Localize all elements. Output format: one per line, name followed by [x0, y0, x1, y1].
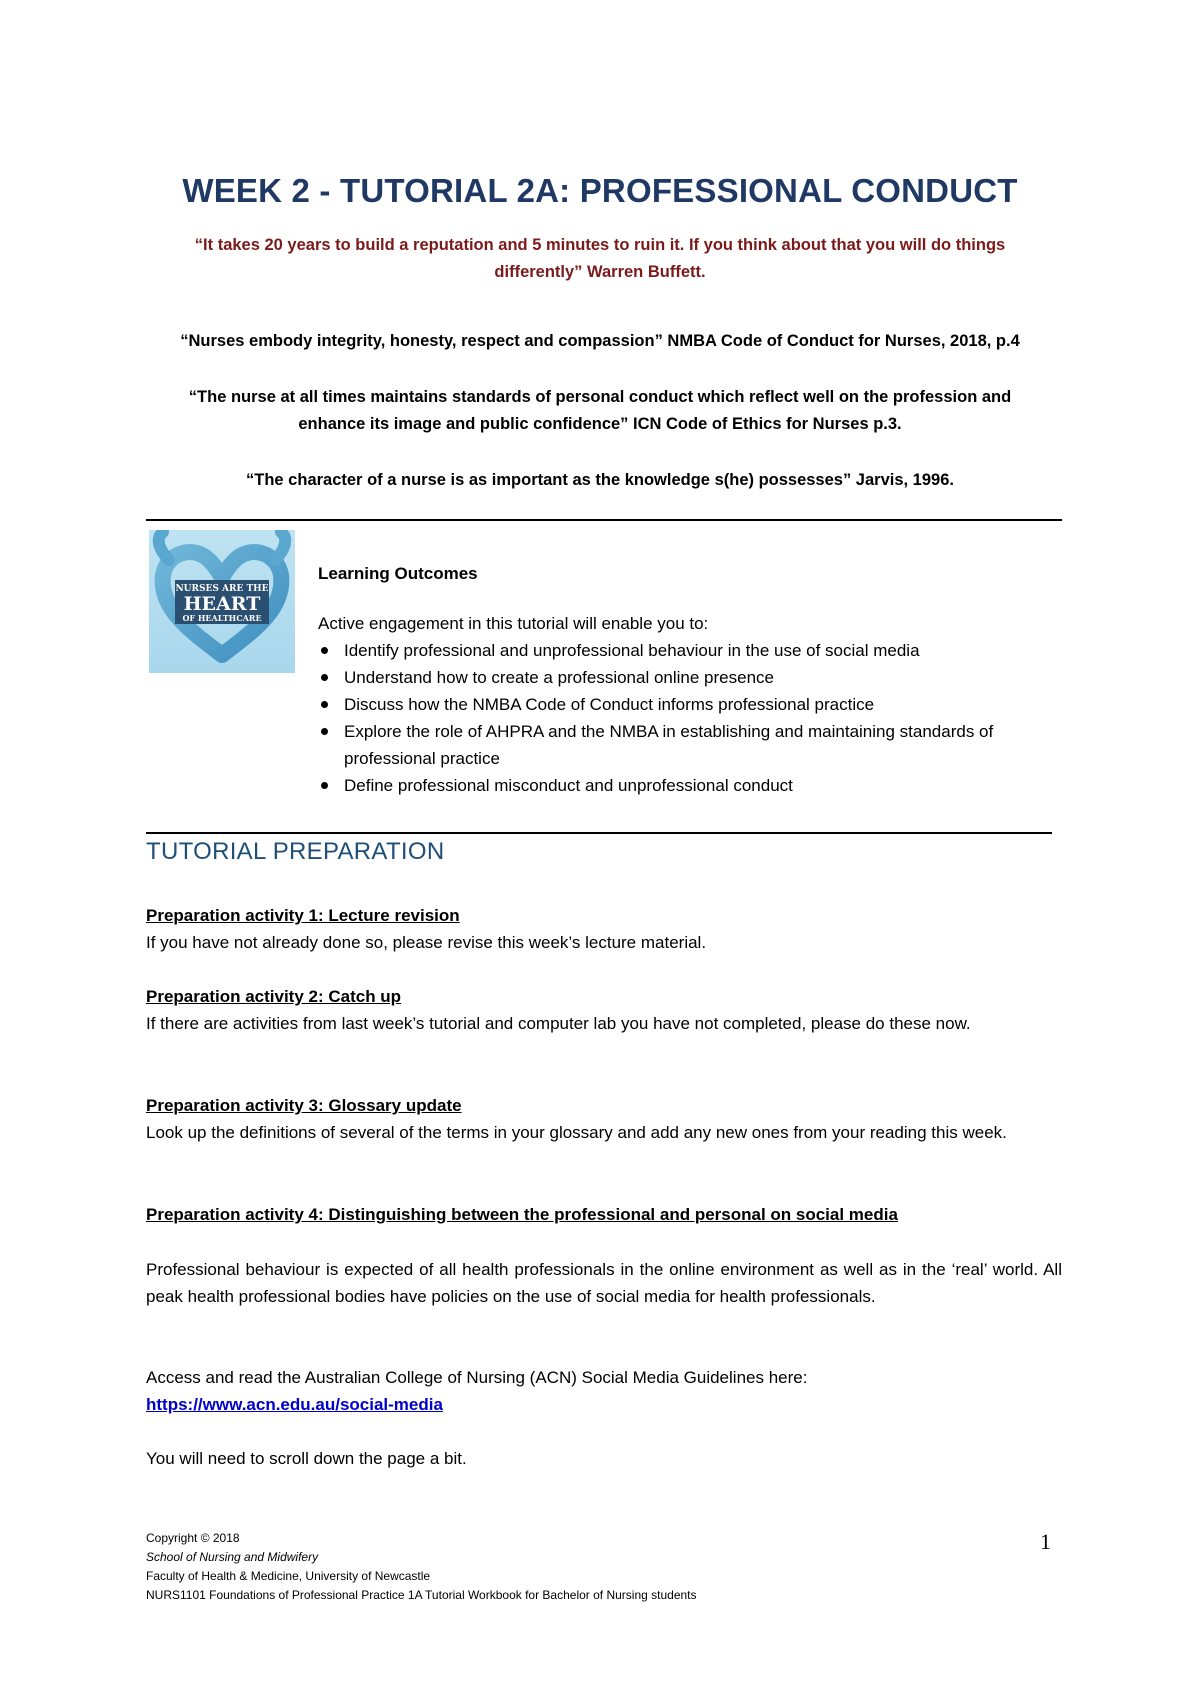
list-item: Explore the role of AHPRA and the NMBA in establishing and maintaining standards of professional practice [318, 718, 1024, 772]
quote-nmba: “Nurses embody integrity, honesty, respect and compassion” NMBA Code of Conduct for Nurses, 2018, p.4 [180, 332, 1020, 350]
section-title: TUTORIAL PREPARATION [146, 838, 445, 865]
acn-social-media-link[interactable]: https://www.acn.edu.au/social-media [146, 1395, 443, 1414]
bullet-icon [321, 647, 328, 654]
learning-outcomes-heading: Learning Outcomes [318, 564, 478, 583]
list-item: Identify professional and unprofessional behaviour in the use of social media [318, 637, 1078, 664]
quote-icn: “The nurse at all times maintains standards of personal conduct which reflect well on the profession and enhance its image and public confidence” ICN Code of Ethics for Nurses p.3. [188, 388, 1012, 433]
activity-4 [146, 1201, 1062, 1228]
activity-heading: Preparation activity 3: Glossary update [146, 1096, 462, 1115]
footer-faculty: Faculty of Health & Medicine, University of Newcastle [146, 1569, 431, 1583]
activity-heading: Preparation activity 2: Catch up [146, 987, 402, 1006]
bullet-icon [321, 674, 328, 681]
svg-text:NURSES ARE THE: NURSES ARE THE [175, 584, 269, 594]
activity-4-paragraph-3: You will need to scroll down the page a bit. [146, 1449, 467, 1468]
page-number: 1 [1040, 1529, 1051, 1554]
footer-school: School of Nursing and Midwifery [146, 1550, 319, 1564]
learning-outcomes-list [318, 637, 1078, 799]
svg-text:OF HEALTHCARE: OF HEALTHCARE [182, 613, 262, 623]
activity-4-paragraph-2 [146, 1364, 1062, 1418]
activity-4-paragraph-1: Professional behaviour is expected of all health professionals in the online environment as well as in the ‘real’ world. All peak health professional bodies have policies on the use of social media for health professionals. [146, 1260, 1062, 1306]
list-item: Understand how to create a professional online presence [318, 664, 1078, 691]
access-text: Access and read the Australian College of Nursing (ACN) Social Media Guidelines here: [146, 1368, 808, 1387]
quote-buffett: “It takes 20 years to build a reputation and 5 minutes to ruin it. If you think about that you will do things differently” Warren Buffett. [194, 236, 1006, 281]
quote-jarvis: “The character of a nurse is as important as the knowledge s(he) possesses” Jarvis, 1996. [246, 471, 954, 489]
page-title: WEEK 2 - TUTORIAL 2A: PROFESSIONAL CONDUCT [182, 172, 1018, 209]
footer-course: NURS1101 Foundations of Professional Practice 1A Tutorial Workbook for Bachelor of Nursing students [146, 1588, 697, 1602]
bullet-icon [321, 701, 328, 708]
activity-2 [146, 983, 1062, 1037]
activity-3 [146, 1092, 1062, 1146]
svg-text:HEART: HEART [183, 593, 261, 615]
bullet-icon [321, 728, 328, 735]
learning-outcomes [318, 560, 1078, 799]
learning-outcomes-intro: Active engagement in this tutorial will enable you to: [318, 614, 709, 633]
activity-heading: Preparation activity 4: Distinguishing between the professional and personal on social media [146, 1205, 898, 1224]
gloved-hands-heart-icon [149, 530, 295, 673]
list-item: Define professional misconduct and unprofessional conduct [318, 772, 1078, 799]
activity-text: If there are activities from last week’s tutorial and computer lab you have not completed, please do these now. [146, 1014, 971, 1033]
activity-text: Look up the definitions of several of the terms in your glossary and add any new ones from your reading this week. [146, 1123, 1007, 1142]
activity-text: If you have not already done so, please revise this week’s lecture material. [146, 933, 707, 952]
footer-copyright: Copyright © 2018 [146, 1531, 240, 1545]
bullet-icon [321, 782, 328, 789]
divider-top [146, 519, 1062, 521]
nurses-heart-image [149, 530, 295, 673]
divider-bottom [146, 832, 1052, 834]
activity-1 [146, 902, 1062, 956]
footer [146, 1529, 906, 1605]
list-item: Discuss how the NMBA Code of Conduct informs professional practice [318, 691, 1078, 718]
activity-heading: Preparation activity 1: Lecture revision [146, 906, 460, 925]
